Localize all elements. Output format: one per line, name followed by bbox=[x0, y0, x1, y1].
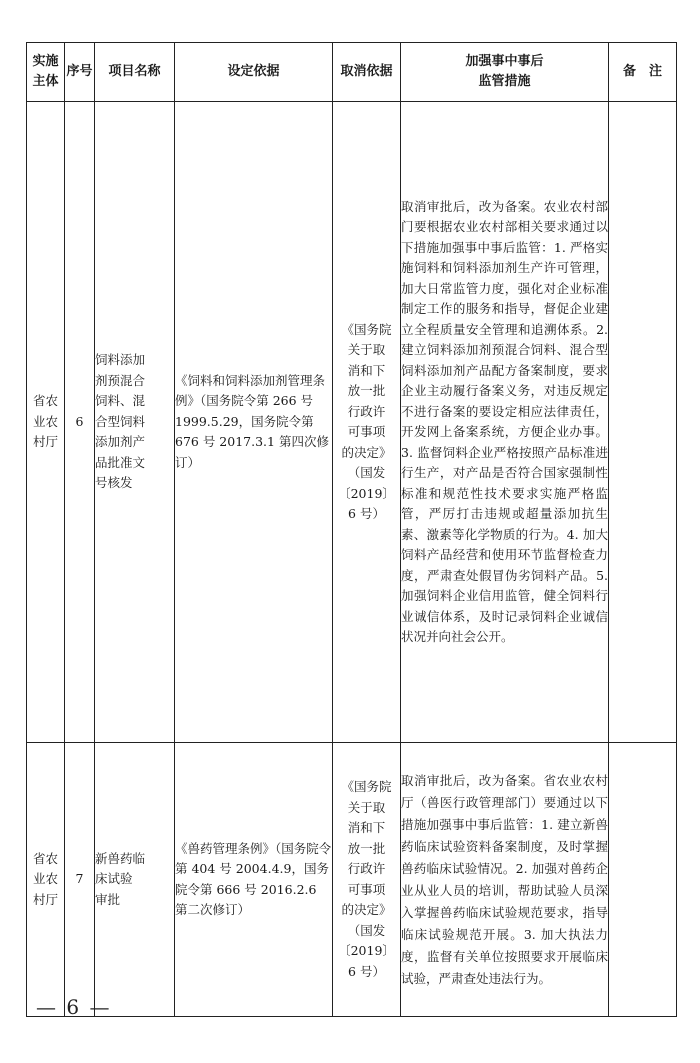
cell-cancel-basis: 《国务院 关于取 消和下 放一批 行政许 可事项 的决定》 （国发 〔2019〕 6 号） bbox=[333, 102, 401, 743]
header-item-name: 项目名称 bbox=[95, 43, 175, 102]
approval-items-table bbox=[26, 42, 677, 1017]
table-row bbox=[27, 102, 677, 743]
cell-number: 7 bbox=[65, 743, 95, 1017]
cell-cancel-basis: 《国务院 关于取 消和下 放一批 行政许 可事项 的决定》 （国发 〔2019〕 6 号） bbox=[333, 743, 401, 1017]
header-cancel-basis: 取消依据 bbox=[333, 43, 401, 102]
cell-item-name: 新兽药临 床试验 审批 bbox=[95, 743, 175, 1017]
cell-supervision-measures: 取消审批后，改为备案。农业农村部门要根据农业农村部相关要求通过以下措施加强事中事后监管：1. 严格实施饲料和饲料添加剂生产许可管理，加大日常监管力度，强化对企业标准制定工作的服务和指导，督促企业建立全程质量安全管理和追溯体系。2. 建立饲料添加剂预混合饲料、混合型饲料添加剂产品配方备案制度，要求企业主动履行备案义务，对违反规定不进行备案的要设定相应法律责任，开发网上备案系统，方便企业办事。3. 监督饲料企业严格按照产品标准进行生产，对产品是否符合国家强制性标准和规范性技术要求实施严格监管，严厉打击违规或超量添加抗生素、激素等化学物质的行为。4. 加大饲料产品经营和使用环节监督检查力度，严肃查处假冒伪劣饲料产品。5. 加强饲料企业信用监管，健全饲料行业诚信体系，及时记录饲料企业诚信状况并向社会公开。 bbox=[401, 102, 609, 743]
header-subject: 实施 主体 bbox=[27, 43, 65, 102]
header-supervision-measures: 加强事中事后 监管措施 bbox=[401, 43, 609, 102]
cell-item-name: 饲料添加 剂预混合 饲料、混 合型饲料 添加剂产 品批准文 号核发 bbox=[95, 102, 175, 743]
table-row bbox=[27, 743, 677, 1017]
cell-subject: 省农 业农 村厅 bbox=[27, 102, 65, 743]
header-number: 序号 bbox=[65, 43, 95, 102]
cell-subject: 省农 业农 村厅 bbox=[27, 743, 65, 1017]
cell-remark bbox=[609, 102, 677, 743]
table-header-row bbox=[27, 43, 677, 102]
cell-remark bbox=[609, 743, 677, 1017]
document-page bbox=[26, 42, 676, 1017]
cell-number: 6 bbox=[65, 102, 95, 743]
cell-legal-basis: 《饲料和饲料添加剂管理条例》（国务院令第 266 号 1999.5.29，国务院令第 676 号 2017.3.1 第四次修订） bbox=[175, 102, 333, 743]
header-remark: 备 注 bbox=[609, 43, 677, 102]
cell-supervision-measures: 取消审批后，改为备案。省农业农村厅（兽医行政管理部门）要通过以下措施加强事中事后监管：1. 建立新兽药临床试验资料备案制度，及时掌握兽药临床试验情况。2. 加强对兽药企业从业人员的培训，帮助试验人员深入掌握兽药临床试验规范要求，指导临床试验规范开展。3. 加大执法力度，监督有关单位按照要求开展临床试验，严肃查处违法行为。 bbox=[401, 743, 609, 1017]
header-legal-basis: 设定依据 bbox=[175, 43, 333, 102]
cell-legal-basis: 《兽药管理条例》（国务院令第 404 号 2004.4.9，国务院令第 666 号 2016.2.6 第二次修订） bbox=[175, 743, 333, 1017]
page-number: — 6 — bbox=[36, 995, 112, 1019]
